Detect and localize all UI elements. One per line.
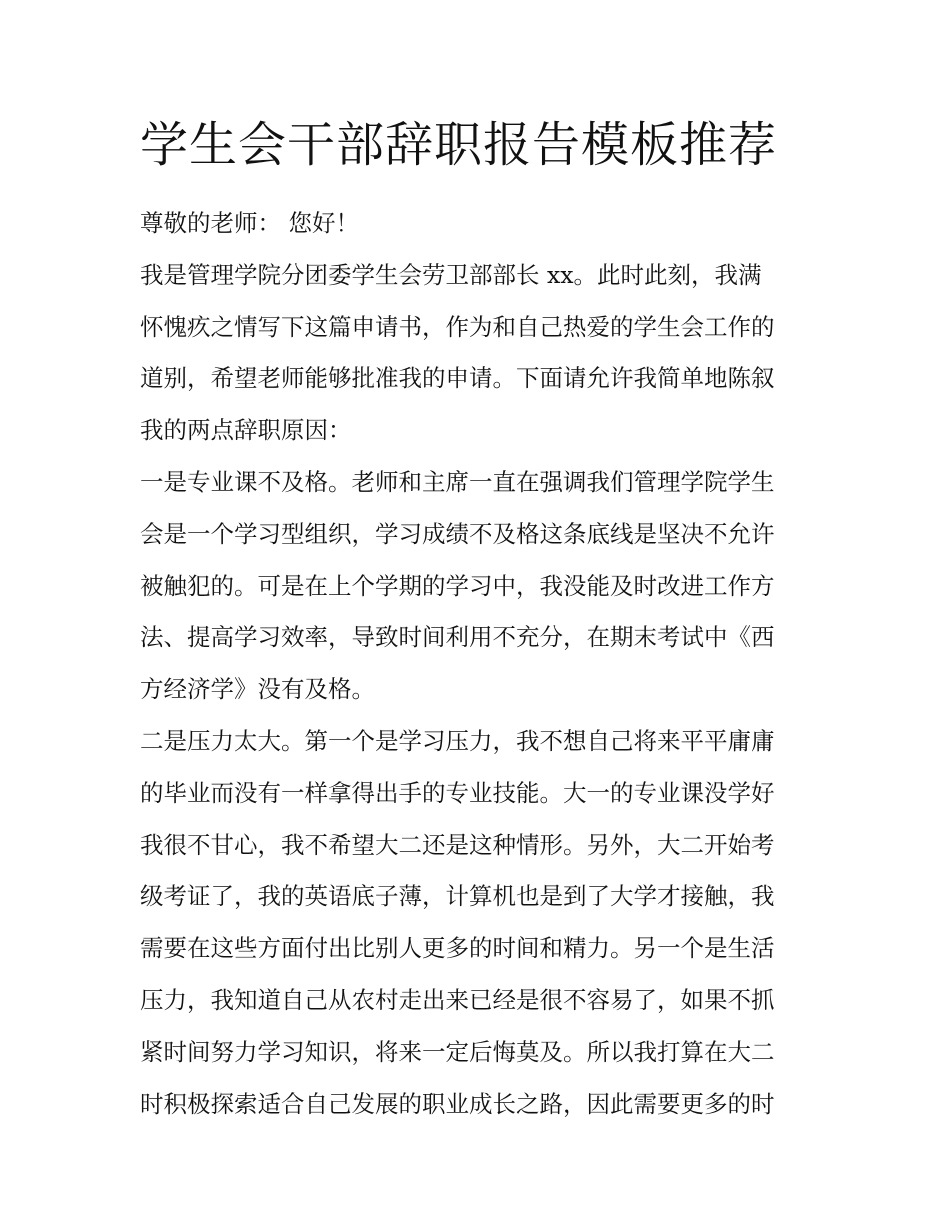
text-line: 二是压力太大。第一个是学习压力，我不想自己将来平平庸庸 xyxy=(140,726,775,755)
text-line: 一是专业课不及格。老师和主席一直在强调我们管理学院学生 xyxy=(140,467,775,496)
text-line: 的毕业而没有一样拿得出手的专业技能。大一的专业课没学好 xyxy=(140,778,775,807)
text-line: 压力，我知道自己从农村走出来已经是很不容易了，如果不抓 xyxy=(140,985,775,1014)
text-line: 法、提高学习效率，导致时间利用不充分，在期末考试中《西 xyxy=(140,623,775,652)
document-title: 学生会干部辞职报告模板推荐 xyxy=(140,117,778,173)
text-line: 方经济学》没有及格。 xyxy=(140,675,375,704)
text-line: 时积极探索适合自己发展的职业成长之路，因此需要更多的时 xyxy=(140,1089,775,1118)
text-line: 需要在这些方面付出比别人更多的时间和精力。另一个是生活 xyxy=(140,934,775,963)
salutation-line: 尊敬的老师： 您好！ xyxy=(140,209,359,237)
document-body xyxy=(140,198,812,1130)
text-line: 被触犯的。可是在上个学期的学习中，我没能及时改进工作方 xyxy=(140,571,775,600)
text-line: 怀愧疚之情写下这篇申请书，作为和自己热爱的学生会工作的 xyxy=(140,312,775,341)
text-line: 级考证了，我的英语底子薄，计算机也是到了大学才接触，我 xyxy=(140,882,775,911)
text-line: 道别，希望老师能够批准我的申请。下面请允许我简单地陈叙 xyxy=(140,364,775,393)
text-line: 我的两点辞职原因： xyxy=(140,416,352,445)
text-line: 我是管理学院分团委学生会劳卫部部长 xx。此时此刻，我满 xyxy=(140,260,762,289)
text-line: 我很不甘心，我不希望大二还是这种情形。另外，大二开始考 xyxy=(140,830,775,859)
text-line: 会是一个学习型组织，学习成绩不及格这条底线是坚决不允许 xyxy=(140,519,775,548)
text-line: 紧时间努力学习知识，将来一定后悔莫及。所以我打算在大二 xyxy=(140,1037,775,1066)
